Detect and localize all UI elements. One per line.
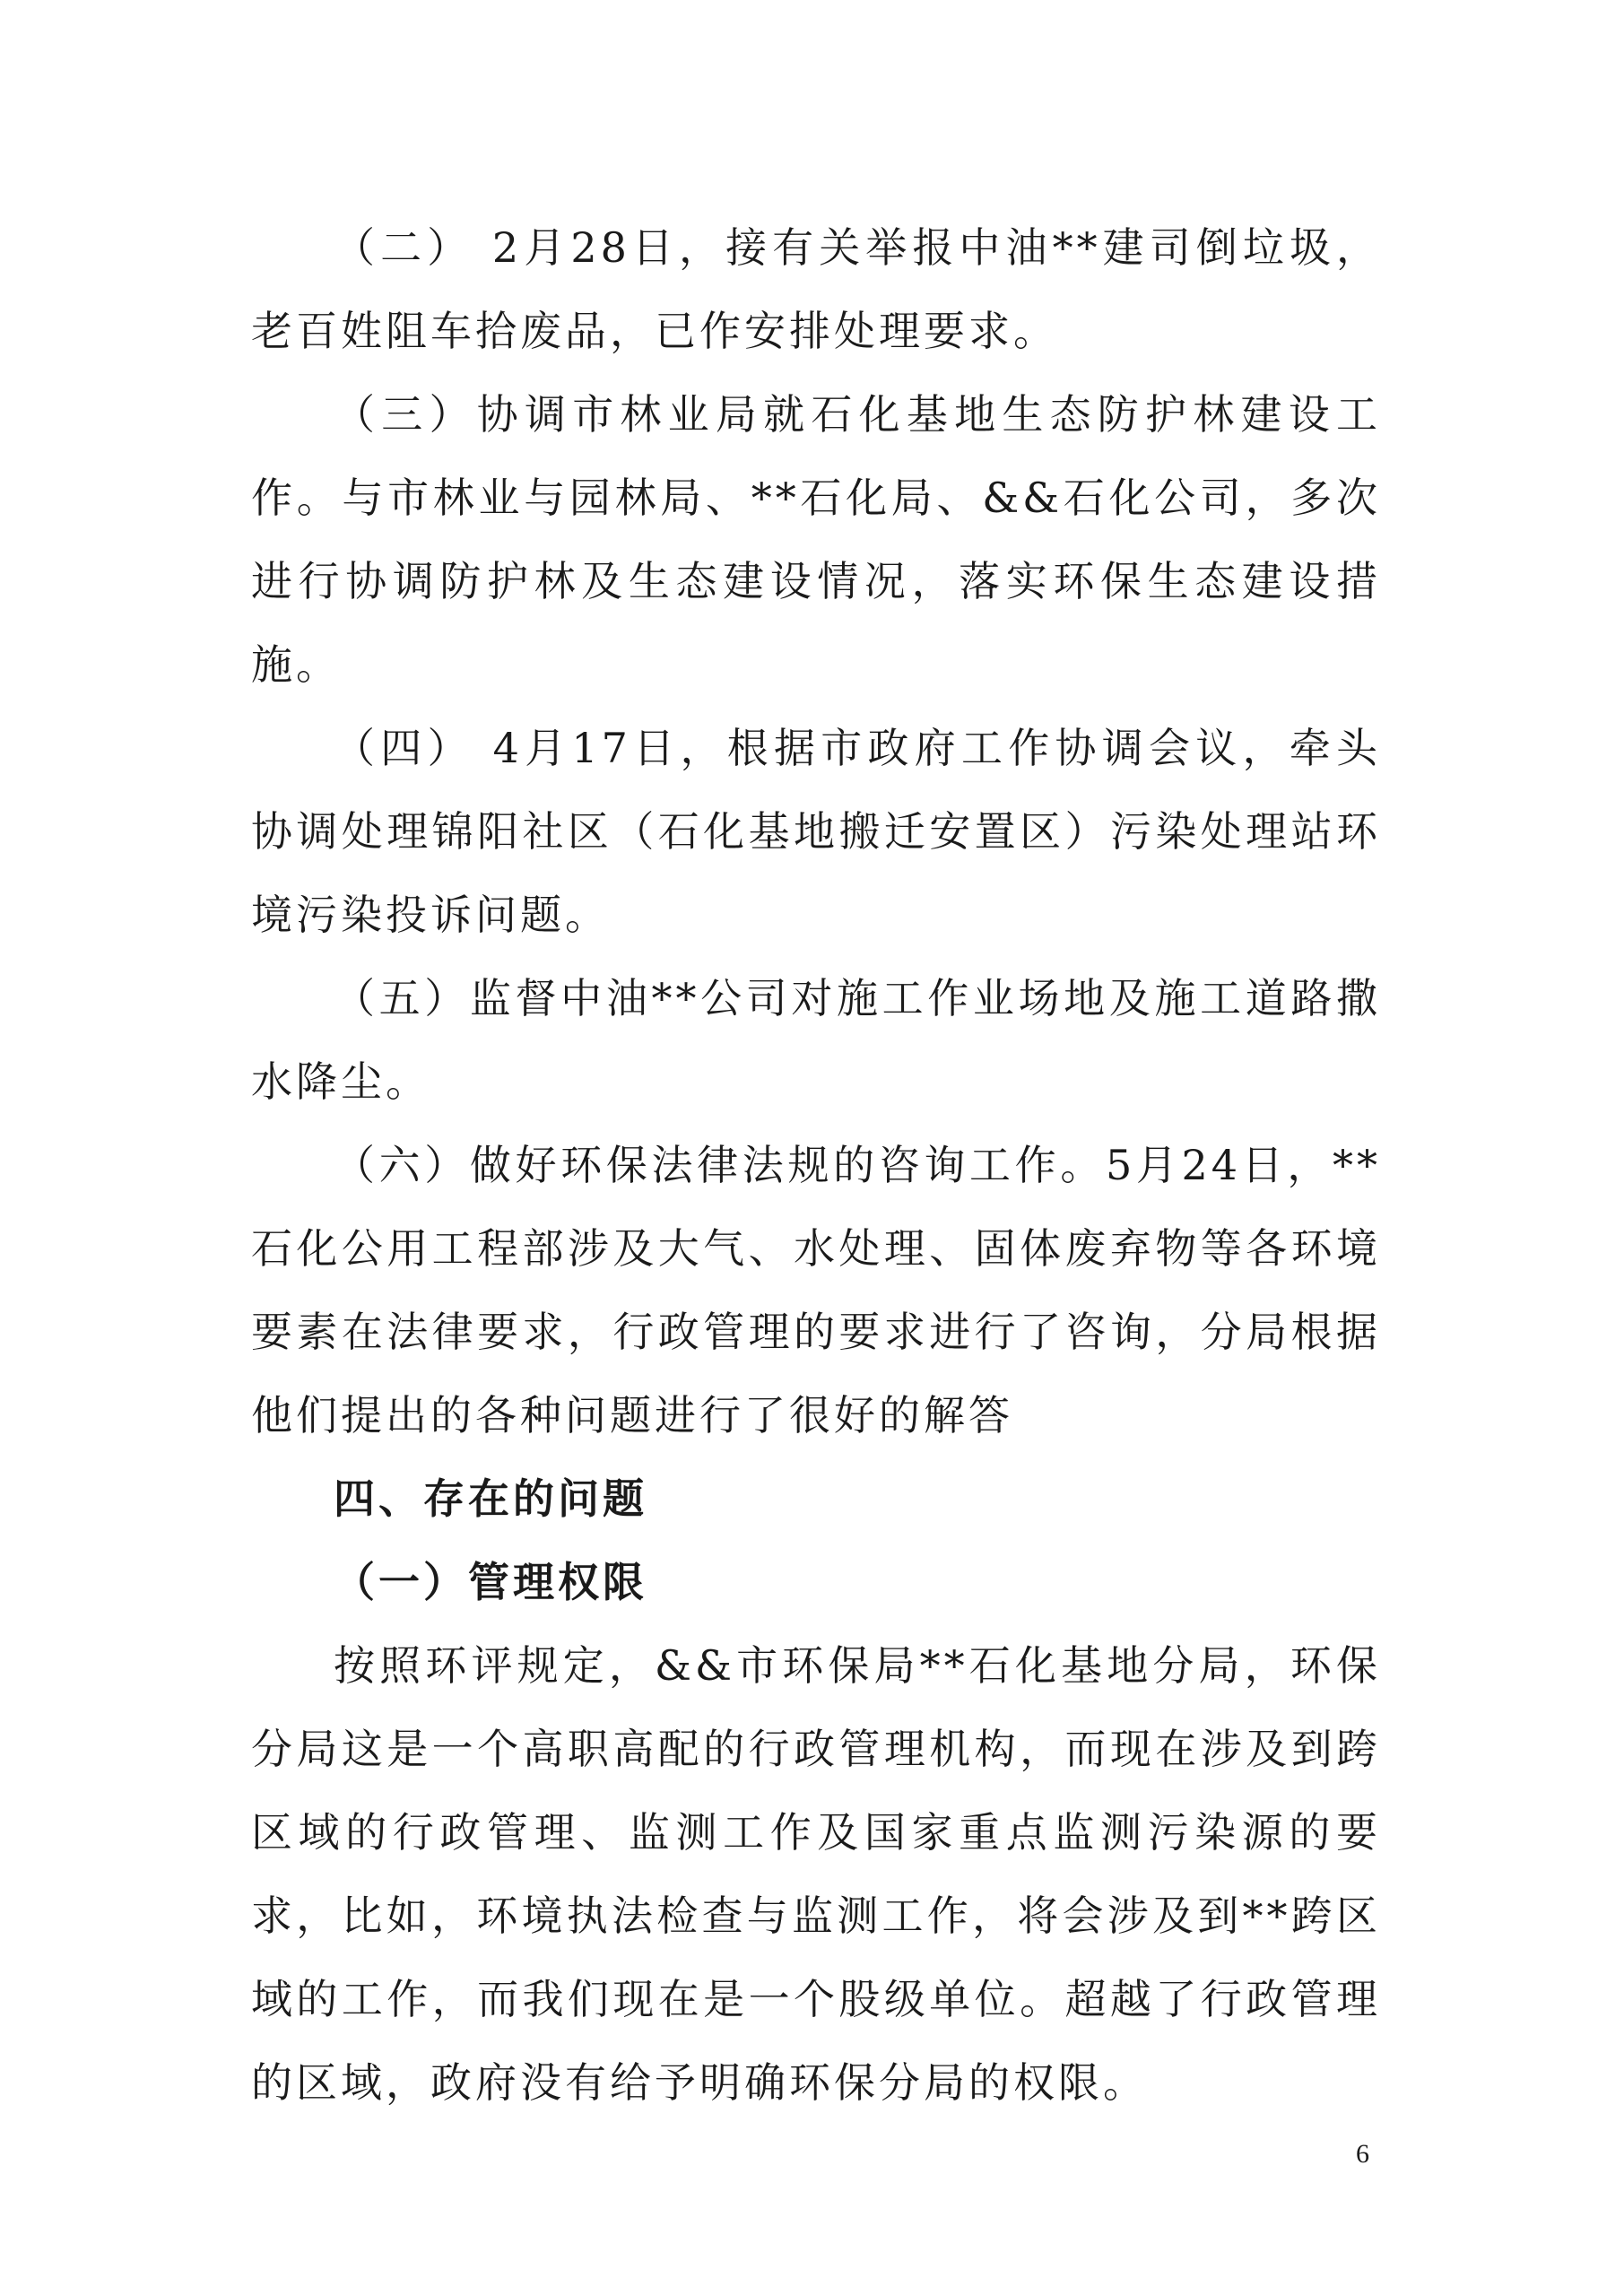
page-number: 6 [1356, 2139, 1369, 2169]
body-paragraph: 按照环评规定，&&市环保局**石化基地分局，环保分局这是一个高职高配的行政管理机构，而现在涉及到跨区域的行政管理、监测工作及国家重点监测污染源的要求，比如，环境执法检查与监测工作，将会涉及到**跨区域的工作，而我们现在是一个股级单位。超越了行政管理的区域，政府没有给予明确环保分局的权限。 [251, 1641, 1381, 2107]
document-body [251, 206, 1381, 2125]
paragraph-item-3: （三）协调市林业局就石化基地生态防护林建设工作。与市林业与园林局、**石化局、&&石化公司，多次进行协调防护林及生态建设情况，落实环保生态建设措施。 [251, 390, 1381, 689]
paragraph-item-2: （二） 2月28日，接有关举报中油**建司倒垃圾，老百姓阻车拾废品，已作安排处理要求。 [251, 223, 1381, 355]
paragraph-item-6: （六）做好环保法律法规的咨询工作。5月24日，**石化公用工程部涉及大气、水处理、固体废弃物等各环境要素在法律要求，行政管理的要求进行了咨询，分局根据他们提出的各种问题进行了很好的解答 [251, 1141, 1381, 1439]
section-heading: 四、存在的问题 [334, 1474, 647, 1523]
paragraph-item-5: （五）监督中油**公司对施工作业场地及施工道路撒水降尘。 [251, 974, 1381, 1106]
paragraph-item-4: （四） 4月17日，根据市政府工作协调会议，牵头协调处理锦阳社区（石化基地搬迁安置区）污染处理站环境污染投诉问题。 [251, 724, 1381, 939]
subsection-heading: （一）管理权限 [334, 1558, 647, 1606]
